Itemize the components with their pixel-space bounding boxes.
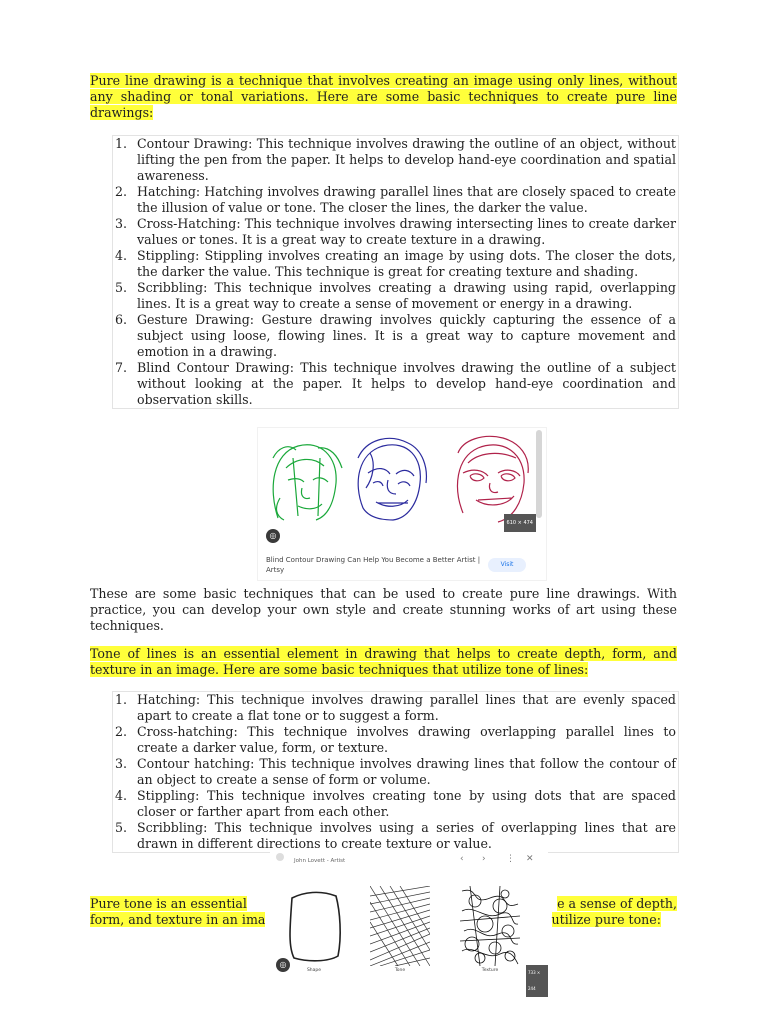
pure-tone-line-2-right: [552, 912, 661, 928]
list-item: [113, 788, 678, 820]
shape-tone-texture-image-card: [270, 852, 548, 991]
list-number: 1.: [115, 136, 128, 151]
tone-intro-highlighted-text: Tone of lines is an essential element in drawing that helps to create depth, form, and texture in an image. Here are some basic techniques that utilize tone of lines:: [90, 646, 677, 677]
pure-tone-line-1-left: [90, 896, 247, 912]
pure-tone-text: Pure tone is an essential: [90, 896, 247, 911]
list-item-text: Contour hatching: This technique involves drawing lines that follow the contour of an object to create a sense of form or volume.: [137, 756, 676, 787]
list-number: 2.: [115, 184, 128, 199]
texture-label: Texture: [481, 968, 499, 973]
list-item: [113, 216, 678, 248]
image-dimensions-badge: 610 × 474: [504, 514, 536, 532]
list-number: 5.: [115, 280, 128, 295]
list-item-text: Contour Drawing: This technique involves drawing the outline of an object, without lifting the pen from the paper. It helps to develop hand-eye coordination and spatial awareness.: [137, 136, 676, 183]
list-item-text: Scribbling: This technique involves creating a drawing using rapid, overlapping lines. It is a great way to create a sense of movement or energy in a drawing.: [137, 280, 676, 311]
list-number: 3.: [115, 216, 128, 231]
list-item: [113, 820, 678, 852]
list-number: 5.: [115, 820, 128, 835]
lens-search-icon[interactable]: ◎: [266, 529, 280, 543]
pure-tone-text: form, and texture in an ima: [90, 912, 266, 927]
list-number: 7.: [115, 360, 128, 375]
intro-paragraph: [90, 73, 677, 121]
tone-techniques-list: [112, 691, 679, 853]
list-item-text: Gesture Drawing: Gesture drawing involves quickly capturing the essence of a subject using loose, flowing lines. It is a great way to capture movement and emotion in a drawing.: [137, 312, 676, 359]
list-number: 2.: [115, 724, 128, 739]
list-item-text: Scribbling: This technique involves using a series of overlapping lines that are drawn in different directions to create texture or value.: [137, 820, 676, 851]
pure-tone-text: e a sense of depth,: [557, 896, 677, 911]
list-item: [113, 136, 678, 184]
image-dimensions-badge: 733 × 244: [526, 965, 548, 997]
chevron-left-icon[interactable]: ‹: [460, 854, 464, 864]
list-number: 4.: [115, 248, 128, 263]
texture-thumbnail: [460, 886, 520, 966]
image-caption[interactable]: Blind Contour Drawing Can Help You Become a Better Artist | Artsy: [266, 556, 481, 574]
list-number: 3.: [115, 756, 128, 771]
summary-paragraph: These are some basic techniques that can be used to create pure line drawings. With practice, you can develop your own style and create stunning works of art using these techniques.: [90, 586, 677, 633]
list-item: [113, 756, 678, 788]
pure-tone-line-2-left: [90, 912, 265, 928]
visit-button[interactable]: Visit: [488, 558, 526, 572]
blind-contour-drawings: [258, 428, 536, 528]
tone-intro-paragraph: [90, 646, 677, 678]
list-item-text: Stippling: Stippling involves creating an image by using dots. The closer the dots, the darker the value. This technique is great for creating texture and shading.: [137, 248, 676, 279]
blue-face-drawing: [358, 438, 426, 520]
tone-hatching: [370, 886, 430, 966]
close-icon[interactable]: ✕: [526, 854, 534, 864]
list-number: 6.: [115, 312, 128, 327]
list-item-text: Cross-Hatching: This technique involves drawing intersecting lines to create darker values or tones. It is a great way to create texture in a drawing.: [137, 216, 676, 247]
list-item-text: Stippling: This technique involves creating tone by using dots that are spaced closer or farther apart from each other.: [137, 788, 676, 819]
tone-thumbnail: [370, 886, 430, 966]
list-item: [113, 724, 678, 756]
lens-search-icon[interactable]: ◎: [276, 958, 290, 972]
avatar: [276, 853, 284, 861]
tone-label: Tone: [394, 968, 406, 973]
pure-tone-line-1-right: [557, 896, 677, 912]
list-item: [113, 184, 678, 216]
list-item: [113, 692, 678, 724]
pure-tone-text: utilize pure tone:: [551, 912, 661, 927]
line-techniques-list: [112, 135, 679, 409]
more-options-icon[interactable]: ⋮: [506, 854, 515, 864]
shape-thumbnail: [284, 886, 344, 966]
list-item: [113, 248, 678, 280]
list-number: 1.: [115, 692, 128, 707]
list-number: 4.: [115, 788, 128, 803]
blind-contour-image-card: [258, 428, 546, 580]
list-item: [113, 312, 678, 360]
chevron-right-icon[interactable]: ›: [482, 854, 486, 864]
image-source-title[interactable]: John Lovett - Artist: [294, 858, 346, 864]
image-scrollbar[interactable]: [536, 430, 542, 518]
list-item: [113, 280, 678, 312]
red-face-drawing: [458, 436, 529, 522]
list-item-text: Blind Contour Drawing: This technique involves drawing the outline of a subject without looking at the paper. It helps to develop hand-eye coordination and observation skills.: [137, 360, 676, 407]
shape-label: Shape: [306, 968, 322, 973]
intro-highlighted-text: Pure line drawing is a technique that involves creating an image using only lines, without any shading or tonal variations. Here are some basic techniques to create pure line drawings:: [90, 73, 677, 120]
green-face-drawing: [273, 445, 342, 520]
list-item: [113, 360, 678, 408]
texture-scribbles: [460, 886, 520, 966]
list-item-text: Hatching: Hatching involves drawing parallel lines that are closely spaced to create the illusion of value or tone. The closer the lines, the darker the value.: [137, 184, 676, 215]
list-item-text: Hatching: This technique involves drawing parallel lines that are evenly spaced apart to create a flat tone or to suggest a form.: [137, 692, 676, 723]
list-item-text: Cross-hatching: This technique involves drawing overlapping parallel lines to create a darker value, form, or texture.: [137, 724, 676, 755]
